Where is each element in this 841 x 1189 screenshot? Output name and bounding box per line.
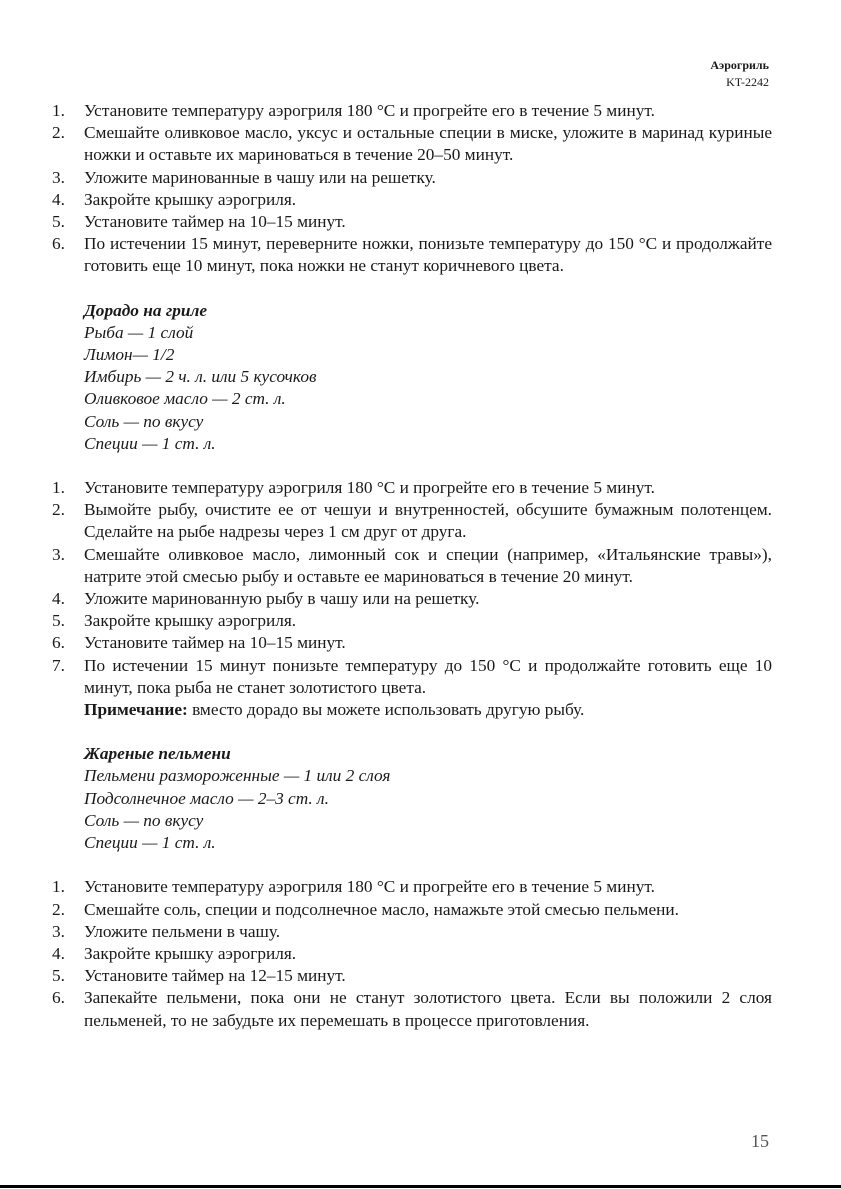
ingredient: Соль — по вкусу <box>84 411 204 431</box>
header-model: KT-2242 <box>726 75 769 89</box>
recipe-dumplings <box>52 743 772 854</box>
list-item: 1. Установите температуру аэрогриля 180 °С и прогрейте его в течение 5 минут. <box>52 101 655 120</box>
chicken-steps-list <box>52 100 772 278</box>
list-item: 5. Установите таймер на 12–15 минут. <box>52 966 346 986</box>
ingredient: Специи — 1 ст. л. <box>84 833 216 853</box>
ingredient: Специи — 1 ст. л. <box>84 433 216 453</box>
list-item: 4. Закройте крышку аэрогриля. <box>52 943 297 963</box>
list-item: 1. Установите температуру аэрогриля 180 °С и прогрейте его в течение 5 минут. <box>52 877 655 897</box>
recipe-title: Жареные пельмени <box>84 744 231 764</box>
list-item: 4. Закройте крышку аэрогриля. <box>52 189 297 209</box>
header-brand: Аэрогриль <box>710 58 769 72</box>
list-item: 7. По истечении 15 минут понизьте температуру до 150 °С и продолжайте готовить еще 10 минут, пока рыба не станет золотистого цвета. <box>52 655 772 697</box>
ingredient: Имбирь — 2 ч. л. или 5 кусочков <box>84 367 317 387</box>
ingredient: Соль — по вкусу <box>84 810 204 830</box>
list-item: 3. Уложите пельмени в чашу. <box>52 921 281 941</box>
list-item: 1. Установите температуру аэрогриля 180 °С и прогрейте его в течение 5 минут. <box>52 478 655 498</box>
note-text: вместо дорадо вы можете использовать другую рыбу. <box>187 700 585 720</box>
ingredient: Рыба — 1 слой <box>84 322 194 342</box>
running-header <box>710 57 769 91</box>
page-number: 15 <box>751 1131 769 1151</box>
list-item: 6. Установите таймер на 10–15 минут. <box>52 633 346 653</box>
list-item: 3. Уложите маринованные в чашу или на решетку. <box>52 167 436 187</box>
list-item: 5. Закройте крышку аэрогриля. <box>52 611 297 631</box>
list-item: 5. Установите таймер на 10–15 минут. <box>52 212 346 232</box>
list-item: 2. Вымойте рыбу, очистите ее от чешуи и внутренностей, обсушите бумажным полотенцем. Сделайте на рыбе надрезы через 1 см друг от друга. <box>52 500 772 542</box>
list-item: 3. Смешайте оливковое масло, лимонный сок и специи (например, «Итальянские травы»), натрите этой смесью рыбу и оставьте ее мариноваться в течение 20 минут. <box>52 544 772 586</box>
note-label: Примечание: <box>84 700 188 720</box>
ingredient: Подсолнечное масло — 2–3 ст. л. <box>84 788 329 808</box>
dorado-steps-list <box>52 477 772 699</box>
dumplings-steps-list <box>52 876 772 1031</box>
list-item: 6. Запекайте пельмени, пока они не станут золотистого цвета. Если вы положили 2 слоя пельменей, то не забудьте их перемешать в процессе приготовления. <box>52 988 772 1030</box>
list-item: 2. Смешайте соль, специи и подсолнечное масло, намажьте этой смесью пельмени. <box>52 899 679 919</box>
list-item: 4. Уложите маринованную рыбу в чашу или на решетку. <box>52 589 480 609</box>
list-item: 6. По истечении 15 минут, переверните ножки, понизьте температуру до 150 °С и продолжайте готовить еще 10 минут, пока ножки не станут коричневого цвета. <box>52 234 772 276</box>
note <box>52 699 772 721</box>
ingredient: Пельмени размороженные — 1 или 2 слоя <box>84 766 391 786</box>
footer-divider <box>0 1185 841 1188</box>
ingredient: Лимон— 1/2 <box>84 345 175 365</box>
recipe-dorado <box>52 300 772 455</box>
page-content <box>52 100 772 1032</box>
ingredient: Оливковое масло — 2 ст. л. <box>84 389 286 409</box>
list-item: 2. Смешайте оливковое масло, уксус и остальные специи в миске, уложите в маринад куриные ножки и оставьте их мариноваться в течение 20–50 минут. <box>52 123 772 165</box>
recipe-title: Дорадо на гриле <box>84 300 207 320</box>
